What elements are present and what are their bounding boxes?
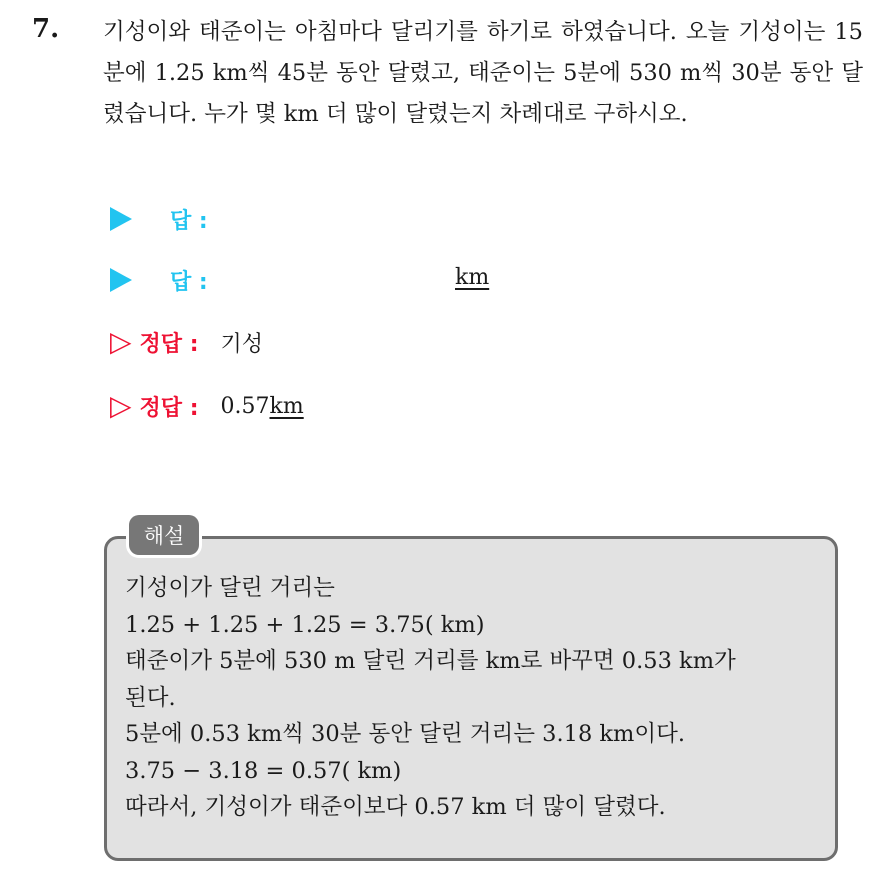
- explanation-text: [125, 570, 825, 826]
- answer-row-2: [110, 263, 208, 297]
- correct-value: 0.57: [220, 393, 270, 419]
- outline-triangle-right-icon: ▷: [110, 389, 132, 422]
- explanation-line: 5분에 0.53 km씩 30분 동안 달린 거리는 3.18 km이다.: [125, 721, 686, 747]
- answer-label: 답 :: [170, 208, 208, 234]
- explanation-line: 3.75 − 3.18 = 0.57( km): [125, 757, 402, 784]
- filled-triangle-right-icon: [110, 268, 132, 292]
- question-text: 기성이와 태준이는 아침마다 달리기를 하기로 하였습니다. 오늘 기성이는 15분에 1.25 km씩 45분 동안 달렸고, 태준이는 5분에 530 m씩 30분 동안 달렸습니다. 누가 몇 km 더 많이 달렸는지 차례대로 구하시오.: [103, 19, 863, 127]
- explanation-tag: 해설: [129, 515, 199, 555]
- correct-value: 기성: [220, 331, 264, 357]
- correct-row-1: [110, 325, 263, 359]
- explanation-line: 된다.: [125, 684, 176, 711]
- explanation-line: 따라서, 기성이가 태준이보다 0.57 km 더 많이 달렸다.: [125, 794, 666, 820]
- answer-label: 답 :: [170, 269, 208, 295]
- explanation-line: 기성이가 달린 거리는: [125, 575, 335, 601]
- answer-row-1: [110, 202, 208, 236]
- filled-triangle-right-icon: [110, 207, 132, 231]
- explanation-line: 1.25 + 1.25 + 1.25 = 3.75( km): [125, 611, 485, 638]
- outline-triangle-right-icon: ▷: [110, 325, 132, 358]
- correct-unit: km: [269, 393, 304, 419]
- correct-label: 정답 :: [139, 331, 199, 357]
- question-number: 7.: [32, 14, 60, 44]
- explanation-line: 태준이가 5분에 530 m 달린 거리를 km로 바꾸면 0.53 km가: [125, 648, 736, 674]
- correct-label: 정답 :: [139, 395, 199, 421]
- correct-row-2: [110, 389, 304, 423]
- answer-unit: km: [455, 265, 490, 290]
